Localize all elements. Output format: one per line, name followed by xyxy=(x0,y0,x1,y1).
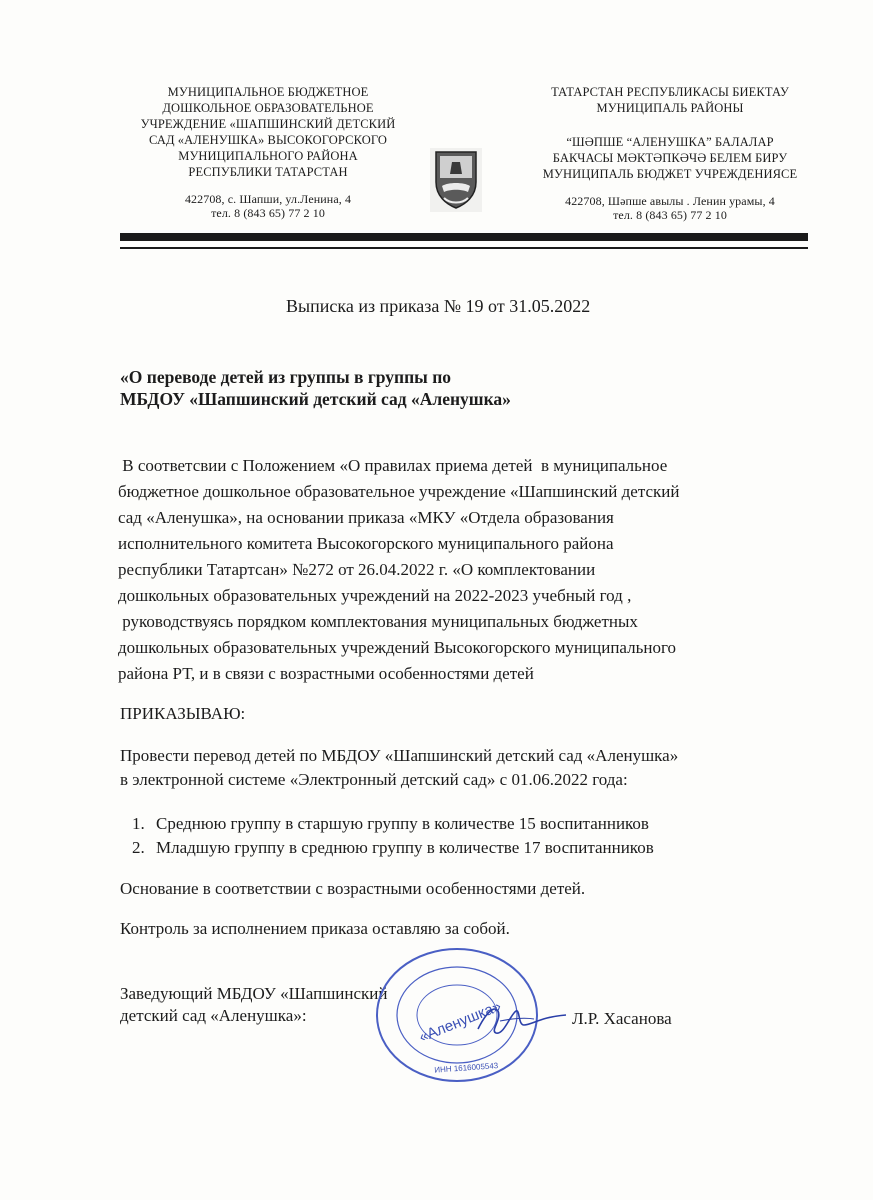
header-right-line: “ШӘПШЕ “АЛЕНУШКА” БАЛАЛАР xyxy=(566,135,774,149)
list-item-text: Младшую группу в среднюю группу в количестве 17 воспитанников xyxy=(156,838,654,857)
preamble-line: руководствуясь порядком комплектования муниципальных бюджетных xyxy=(118,612,638,631)
header-left-block xyxy=(108,84,428,220)
preamble-line: бюджетное дошкольное образовательное учреждение «Шапшинский детский xyxy=(118,482,680,501)
list-item xyxy=(132,812,654,836)
order-line: Провести перевод детей по МБДОУ «Шапшинский детский сад «Аленушка» xyxy=(120,746,679,765)
list-item-number: 1. xyxy=(132,814,145,833)
header-left-phone: тел. 8 (843 65) 77 2 10 xyxy=(211,206,325,220)
preamble-line: района РТ, и в связи с возрастными особенностями детей xyxy=(118,664,534,683)
header-left-address: 422708, с. Шапши, ул.Ленина, 4 xyxy=(184,192,352,206)
header-right-phone: тел. 8 (843 65) 77 2 10 xyxy=(613,208,727,222)
list-item-number: 2. xyxy=(132,838,145,857)
header-left-line: ДОШКОЛЬНОЕ ОБРАЗОВАТЕЛЬНОЕ xyxy=(162,101,374,115)
order-word: ПРИКАЗЫВАЮ: xyxy=(120,704,246,723)
list-item-text: Среднюю группу в старшую группу в количестве 15 воспитанников xyxy=(156,814,649,833)
preamble-line: дошкольных образовательных учреждений Высокогорского муниципального xyxy=(118,638,677,657)
subject-line: «О переводе детей из группы в группы по xyxy=(120,367,452,387)
header-right-line: МУНИЦИПАЛЬ БЮДЖЕТ УЧРЕЖДЕНИЯСЕ xyxy=(542,167,798,181)
preamble-paragraph xyxy=(118,453,818,687)
control-text: Контроль за исполнением приказа оставляю за собой. xyxy=(120,919,510,938)
position-line: Заведующий МБДОУ «Шапшинский xyxy=(120,984,388,1003)
transfer-list xyxy=(132,812,654,860)
position-line: детский сад «Аленушка»: xyxy=(120,1006,307,1025)
header-right-line: БАКЧАСЫ МӘКТӘПКӘЧӘ БЕЛЕМ БИРУ xyxy=(552,151,788,165)
document-title: Выписка из приказа № 19 от 31.05.2022 xyxy=(286,296,591,316)
header-left-line: МУНИЦИПАЛЬНОЕ БЮДЖЕТНОЕ xyxy=(167,85,369,99)
basis-text: Основание в соответствии с возрастными особенностями детей. xyxy=(120,879,586,898)
subject-line: МБДОУ «Шапшинский детский сад «Аленушка» xyxy=(120,389,511,409)
order-line: в электронной системе «Электронный детский сад» с 01.06.2022 года: xyxy=(120,770,628,789)
header-left-line: РЕСПУБЛИКИ ТАТАРСТАН xyxy=(188,165,348,179)
header-right-block xyxy=(520,84,820,222)
list-item xyxy=(132,836,654,860)
header-left-line: МУНИЦИПАЛЬНОГО РАЙОНА xyxy=(178,149,358,163)
header-left-line: УЧРЕЖДЕНИЕ «ШАПШИНСКИЙ ДЕТСКИЙ xyxy=(140,117,396,131)
signatory-name: Л.Р. Хасанова xyxy=(572,1009,672,1028)
preamble-line: дошкольных образовательных учреждений на 2022-2023 учебный год , xyxy=(118,586,632,605)
preamble-line: исполнительного комитета Высокогорского муниципального района xyxy=(118,534,614,553)
header-divider-thin xyxy=(120,247,808,249)
header-right-line: МУНИЦИПАЛЬ РАЙОНЫ xyxy=(596,101,744,115)
handwritten-signature xyxy=(470,995,570,1045)
header-divider-thick xyxy=(120,233,808,241)
header-left-line: САД «АЛЕНУШКА» ВЫСОКОГОРСКОГО xyxy=(149,133,387,147)
preamble-line: сад «Аленушка», на основании приказа «МКУ «Отдела образования xyxy=(118,508,614,527)
stamp-center-text: «Аленушка» xyxy=(416,997,504,1046)
stamp-inn-text: ИНН 1616005543 xyxy=(433,1061,499,1075)
preamble-line: В соответсвии с Положением «О правилах приема детей в муниципальное xyxy=(118,456,668,475)
header-right-address: 422708, Шәпше авылы . Ленин урамы, 4 xyxy=(565,194,775,208)
coat-of-arms-icon xyxy=(430,148,482,212)
order-paragraph xyxy=(120,744,810,792)
preamble-line: республики Татартсан» №272 от 26.04.2022 г. «О комплектовании xyxy=(118,560,596,579)
header-right-line: ТАТАРСТАН РЕСПУБЛИКАСЫ БИЕКТАУ xyxy=(551,85,789,99)
document-subject xyxy=(120,366,740,410)
